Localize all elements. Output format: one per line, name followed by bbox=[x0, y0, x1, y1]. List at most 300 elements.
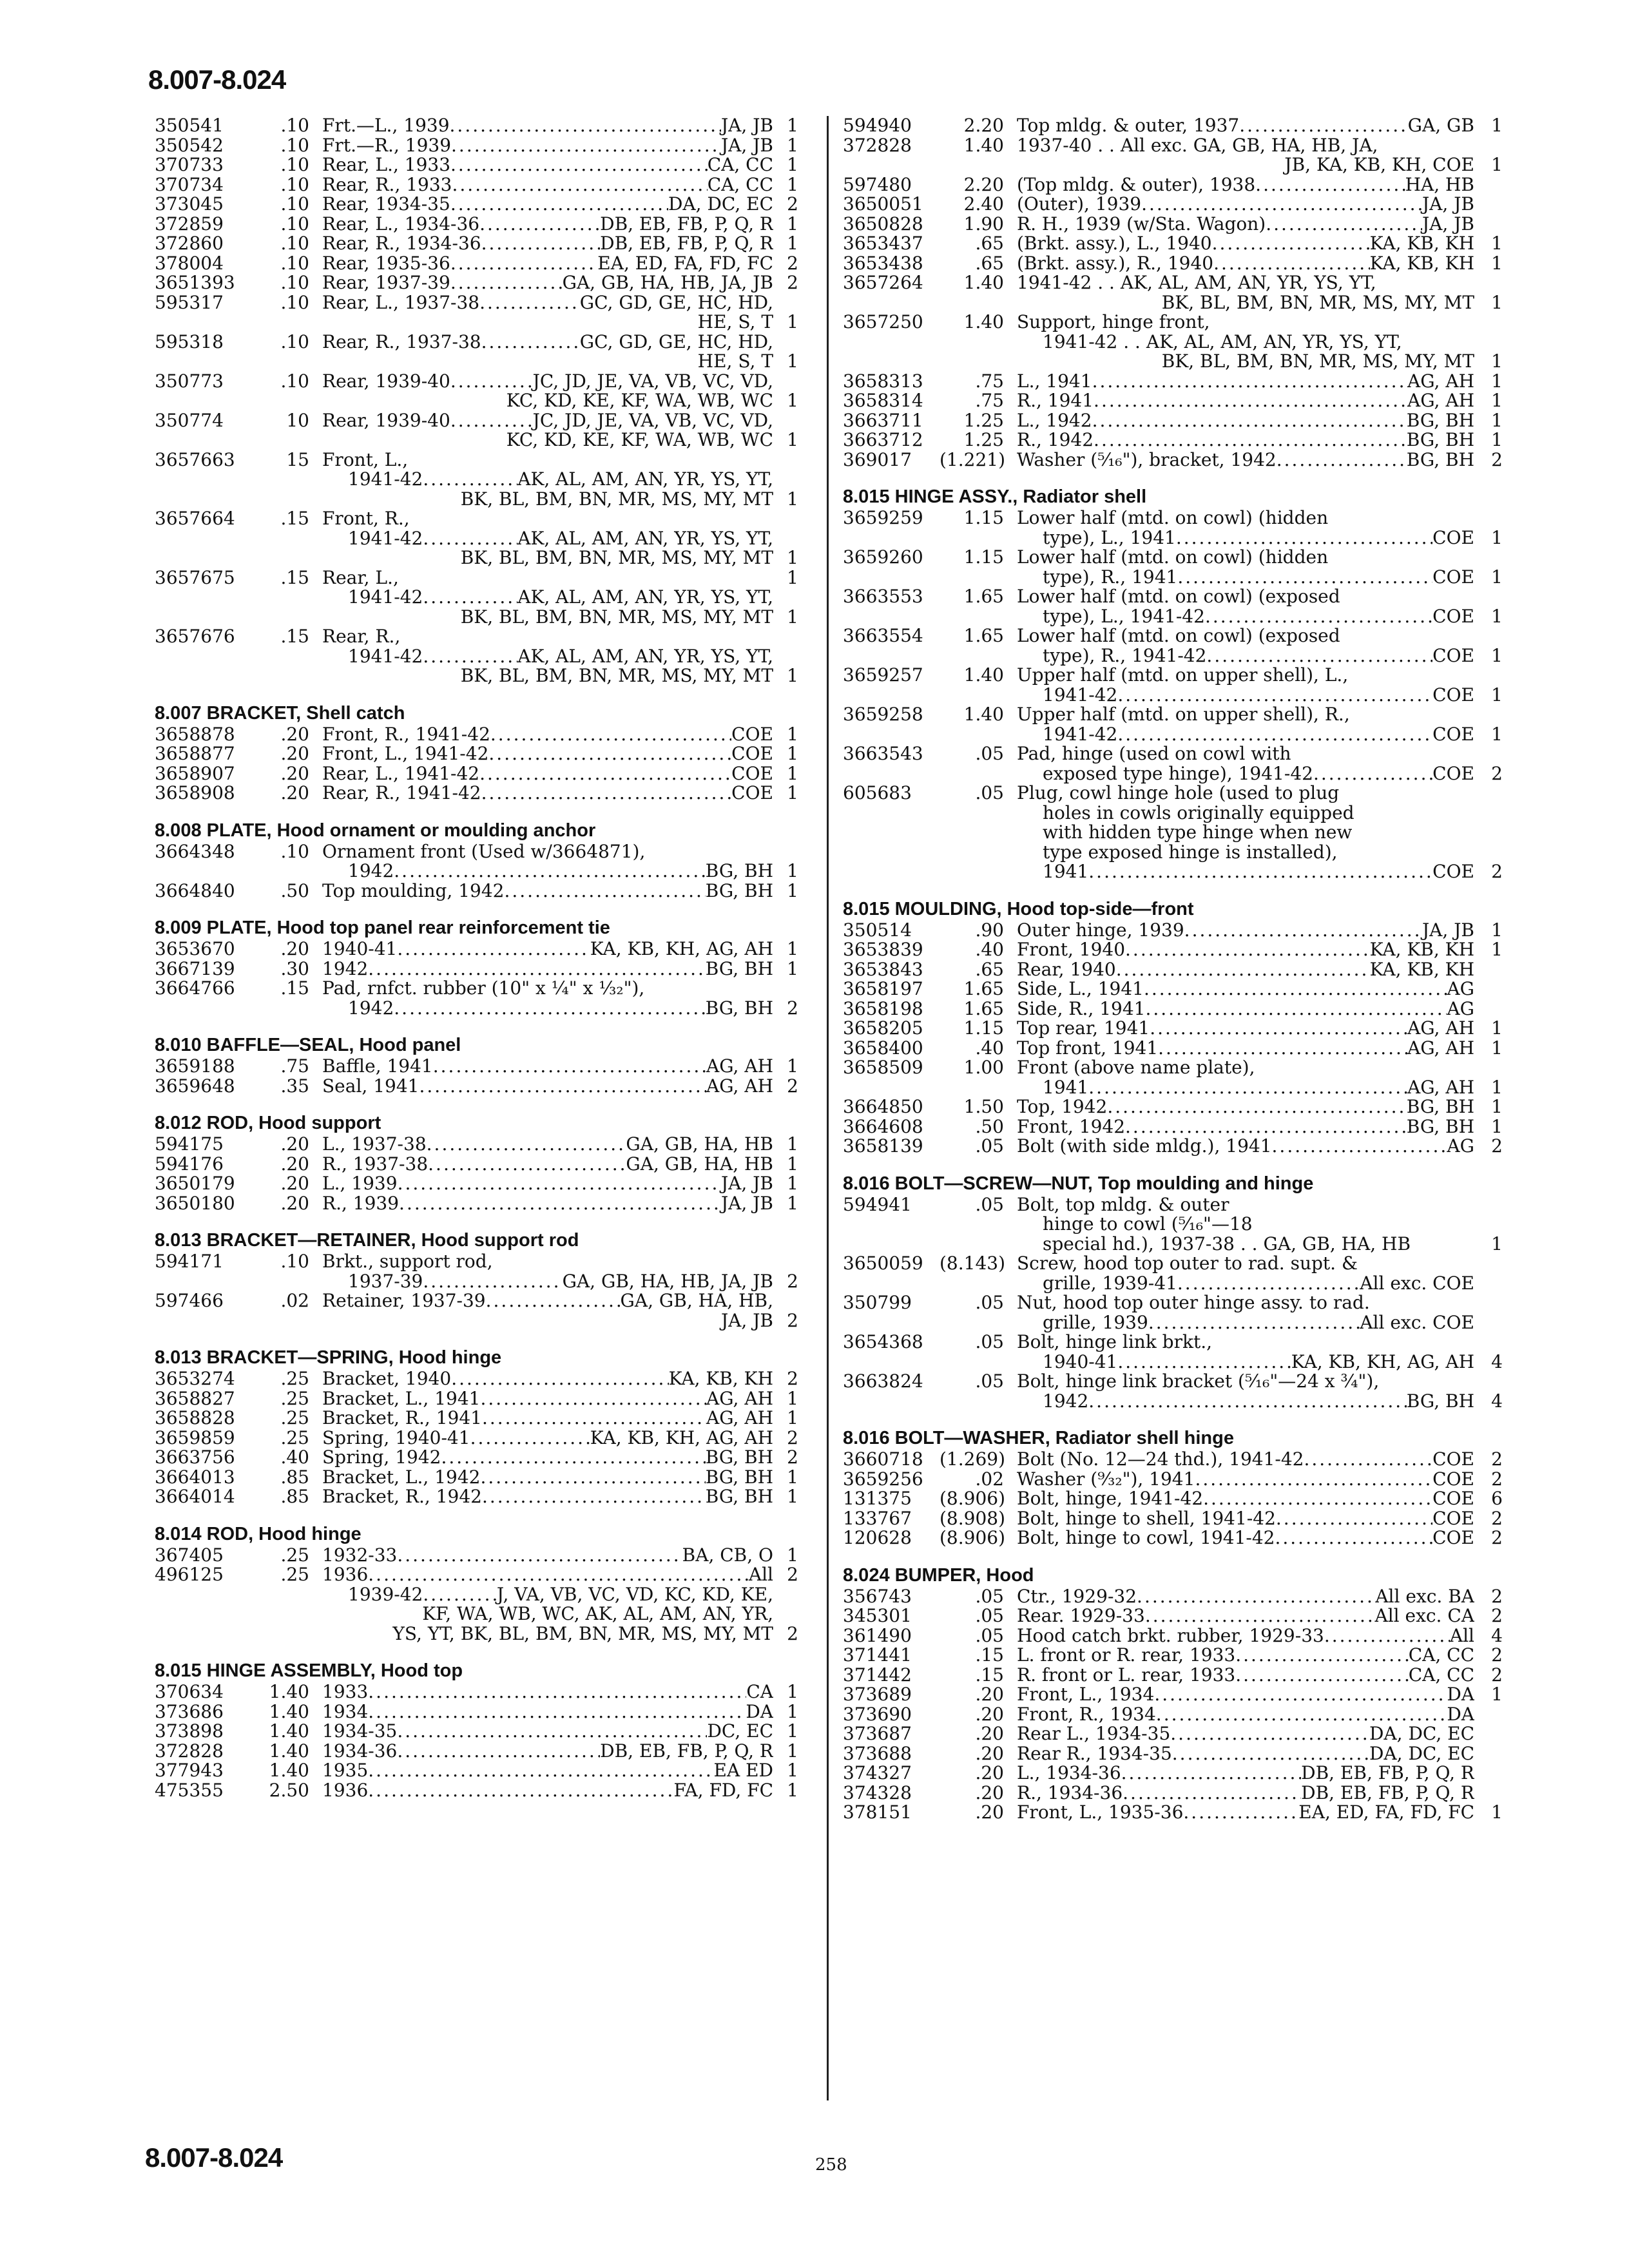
dot-leader bbox=[482, 1408, 706, 1428]
quantity bbox=[773, 450, 812, 470]
description-text: Washer (⁹⁄₃₂"), 1941 bbox=[1017, 1469, 1195, 1489]
price: 1.15 bbox=[963, 507, 1004, 528]
quantity: 1 bbox=[787, 213, 798, 235]
parts-row bbox=[843, 1372, 1519, 1392]
quantity bbox=[773, 411, 812, 431]
price bbox=[940, 1392, 1017, 1412]
price: 10 bbox=[286, 409, 309, 431]
part-description bbox=[1017, 1332, 1474, 1352]
price: .25 bbox=[280, 1564, 309, 1585]
quantity: 1 bbox=[787, 154, 798, 175]
quantity: 6 bbox=[1491, 1488, 1503, 1509]
parts-row bbox=[155, 234, 812, 254]
part-number: 3663824 bbox=[843, 1370, 923, 1392]
quantity: 1 bbox=[787, 1466, 798, 1488]
part-number: 3664348 bbox=[155, 840, 235, 862]
price: (8.143) bbox=[940, 1253, 1006, 1274]
part-number: 3657264 bbox=[843, 272, 923, 293]
quantity bbox=[773, 1604, 812, 1624]
price bbox=[245, 312, 322, 332]
parts-row bbox=[155, 1781, 812, 1801]
dot-leader bbox=[1137, 1587, 1375, 1607]
part-description bbox=[322, 1722, 773, 1742]
price bbox=[245, 588, 322, 608]
dot-leader bbox=[423, 1272, 562, 1292]
quantity: 2 bbox=[787, 193, 798, 215]
dot-leader bbox=[1088, 1078, 1407, 1098]
dot-leader bbox=[1094, 391, 1407, 411]
price: .40 bbox=[975, 939, 1004, 960]
description-text: Front, L., bbox=[322, 450, 409, 470]
model-codes: DA, DC, EC bbox=[668, 195, 773, 215]
part-description bbox=[322, 1369, 773, 1389]
quantity: 1 bbox=[1491, 154, 1503, 175]
price: .02 bbox=[280, 1290, 309, 1311]
price: .25 bbox=[280, 1368, 309, 1389]
quantity bbox=[773, 332, 812, 352]
part-description bbox=[1017, 587, 1474, 607]
part-description bbox=[322, 372, 773, 392]
parts-row-continuation bbox=[155, 666, 812, 686]
model-codes: KA, KB, KH bbox=[668, 1369, 773, 1389]
price: 1.65 bbox=[963, 625, 1004, 646]
quantity: 1 bbox=[787, 233, 798, 254]
description-text: Seal, 1941 bbox=[322, 1076, 419, 1096]
parts-row bbox=[155, 215, 812, 235]
part-description bbox=[322, 470, 773, 490]
parts-row bbox=[155, 1742, 812, 1762]
part-description bbox=[1017, 1039, 1474, 1059]
quantity bbox=[1474, 1705, 1519, 1725]
page-footer-range: 8.007-8.024 bbox=[145, 2142, 283, 2173]
model-codes: FA, FD, FC bbox=[673, 1780, 773, 1800]
model-codes: AK, AL, AM, AN, YR, YS, YT, bbox=[517, 588, 773, 608]
part-number bbox=[155, 391, 245, 411]
part-number bbox=[843, 568, 940, 588]
part-description bbox=[322, 1448, 773, 1468]
quantity: 1 bbox=[1491, 1017, 1503, 1039]
part-description bbox=[1017, 1078, 1474, 1098]
part-number: 3659260 bbox=[843, 546, 923, 568]
price: .75 bbox=[975, 370, 1004, 392]
part-description bbox=[322, 979, 773, 999]
quantity: 1 bbox=[1491, 1115, 1503, 1137]
model-codes: GC, GD, GE, HC, HD, bbox=[579, 332, 773, 352]
part-description bbox=[1017, 332, 1474, 352]
part-description bbox=[322, 293, 773, 313]
quantity bbox=[1474, 783, 1519, 803]
part-description bbox=[1017, 548, 1474, 568]
model-codes: All exc. BA bbox=[1375, 1586, 1474, 1606]
parts-row bbox=[155, 155, 812, 175]
price: 1.40 bbox=[269, 1760, 309, 1781]
dot-leader bbox=[504, 881, 705, 901]
quantity: 2 bbox=[787, 1564, 798, 1585]
parts-row bbox=[843, 1039, 1519, 1059]
price bbox=[245, 490, 322, 510]
quantity: 1 bbox=[787, 134, 798, 156]
parts-row-continuation bbox=[155, 608, 812, 628]
parts-row-continuation bbox=[155, 352, 812, 372]
part-description bbox=[322, 234, 773, 254]
part-number bbox=[843, 862, 940, 882]
part-description bbox=[1017, 744, 1474, 764]
part-number bbox=[155, 588, 245, 608]
model-codes: BG, BH bbox=[705, 1487, 773, 1507]
part-description bbox=[322, 254, 773, 274]
description-text: Rear, 1935-36 bbox=[322, 253, 450, 273]
quantity: 1 bbox=[787, 429, 798, 450]
description-text: L., 1942 bbox=[1017, 410, 1092, 430]
model-codes: KC, KD, KE, KF, WA, WB, WC bbox=[506, 430, 773, 450]
quantity: 1 bbox=[1491, 115, 1503, 136]
description-text: (Brkt. assy.), L., 1940 bbox=[1017, 234, 1212, 254]
quantity bbox=[773, 979, 812, 999]
parts-row bbox=[155, 1448, 812, 1468]
quantity: 1 bbox=[1491, 233, 1503, 254]
part-description bbox=[322, 1155, 773, 1175]
part-description bbox=[1017, 195, 1474, 215]
description-text: Bolt, hinge, 1941-42 bbox=[1017, 1489, 1204, 1509]
model-codes: AG, AH bbox=[1407, 1077, 1474, 1097]
model-codes: DA bbox=[1447, 1685, 1474, 1705]
quantity: 2 bbox=[787, 1075, 798, 1097]
price: .10 bbox=[280, 272, 309, 293]
part-description bbox=[322, 1682, 773, 1702]
parts-row-continuation bbox=[843, 725, 1519, 745]
quantity: 1 bbox=[787, 957, 798, 979]
part-description bbox=[1017, 411, 1474, 431]
part-description bbox=[322, 1077, 773, 1097]
model-codes: BG, BH bbox=[705, 1467, 773, 1487]
parts-row bbox=[843, 175, 1519, 195]
parts-row bbox=[843, 705, 1519, 725]
part-description bbox=[1017, 646, 1474, 666]
price: .10 bbox=[280, 154, 309, 175]
part-number: 3663543 bbox=[843, 743, 923, 764]
price bbox=[940, 1235, 1017, 1254]
model-codes: COE bbox=[1432, 646, 1474, 666]
model-codes: KF, WA, WB, WC, AK, AL, AM, AN, YR, bbox=[422, 1604, 773, 1624]
description-text: (Outer), 1939 bbox=[1017, 195, 1142, 215]
price: 2.40 bbox=[963, 193, 1004, 215]
model-codes: COE bbox=[1432, 1469, 1474, 1489]
quantity: 1 bbox=[787, 1192, 798, 1214]
quantity bbox=[773, 647, 812, 667]
part-description bbox=[322, 136, 773, 156]
part-description bbox=[322, 1624, 773, 1644]
quantity bbox=[1474, 273, 1519, 293]
description-text: exposed type hinge), 1941-42 bbox=[1043, 764, 1313, 783]
part-description bbox=[322, 116, 773, 136]
dot-leader bbox=[394, 861, 705, 881]
price bbox=[245, 352, 322, 372]
description-text: Front, L., 1935-36 bbox=[1017, 1803, 1184, 1823]
parts-row bbox=[843, 215, 1519, 235]
part-description bbox=[322, 744, 773, 764]
dot-leader bbox=[488, 744, 731, 764]
quantity: 1 bbox=[787, 115, 798, 136]
price: .20 bbox=[280, 743, 309, 764]
part-description bbox=[1017, 312, 1474, 332]
part-description bbox=[1017, 1450, 1474, 1470]
description-text: Rear. 1929-33 bbox=[1017, 1606, 1145, 1626]
part-number: 597466 bbox=[155, 1290, 224, 1311]
part-description bbox=[1017, 686, 1474, 706]
price: .20 bbox=[975, 1723, 1004, 1744]
part-number bbox=[155, 999, 245, 1019]
part-description bbox=[322, 1781, 773, 1801]
dot-leader bbox=[423, 588, 517, 608]
part-description bbox=[1017, 1274, 1474, 1294]
description-text: hinge to cowl (⁵⁄₁₆"—18 bbox=[1043, 1215, 1253, 1235]
dot-leader bbox=[399, 1194, 721, 1214]
part-number: 3658877 bbox=[155, 743, 235, 764]
price: 2.50 bbox=[269, 1779, 309, 1801]
quantity: 1 bbox=[1491, 409, 1503, 431]
parts-row bbox=[155, 293, 812, 313]
part-number: 371441 bbox=[843, 1644, 912, 1666]
section-heading: 8.008 PLATE, Hood ornament or moulding anchor bbox=[155, 820, 596, 841]
parts-row bbox=[843, 195, 1519, 215]
quantity: 2 bbox=[1491, 1605, 1503, 1626]
part-number: 3664850 bbox=[843, 1096, 923, 1117]
part-description bbox=[322, 666, 773, 686]
dot-leader bbox=[1184, 921, 1422, 941]
part-description bbox=[322, 1546, 773, 1566]
quantity: 1 bbox=[787, 547, 798, 568]
parts-row bbox=[843, 1117, 1519, 1137]
quantity: 1 bbox=[787, 879, 798, 901]
description-text: Bracket, L., 1942 bbox=[322, 1467, 481, 1487]
part-number: 373687 bbox=[843, 1723, 912, 1744]
dot-leader bbox=[450, 411, 533, 431]
description-text: Rear, L., 1937-38 bbox=[322, 293, 480, 312]
part-number: 3653670 bbox=[155, 938, 235, 959]
part-number: 371442 bbox=[843, 1664, 912, 1686]
price bbox=[940, 607, 1017, 627]
quantity: 1 bbox=[787, 1779, 798, 1801]
dot-leader bbox=[397, 939, 590, 959]
quantity bbox=[1474, 705, 1519, 725]
part-description bbox=[322, 490, 773, 510]
parts-row bbox=[843, 1783, 1519, 1803]
description-text: type), L., 1941-42 bbox=[1043, 606, 1205, 626]
price: .05 bbox=[975, 1135, 1004, 1157]
quantity: 2 bbox=[1491, 1644, 1503, 1666]
description-text: type), L., 1941 bbox=[1043, 528, 1176, 548]
description-text: Washer (⁵⁄₁₆"), bracket, 1942 bbox=[1017, 450, 1277, 470]
price bbox=[940, 1274, 1017, 1294]
description-text: 1941-42 . . AK, AL, AM, AN, YR, YS, YT, bbox=[1017, 273, 1376, 293]
model-codes: KC, KD, KE, KF, WA, WB, WC bbox=[506, 391, 773, 411]
description-text: 1940-41 bbox=[322, 939, 398, 959]
model-codes: BK, BL, BM, BN, MR, MS, MY, MT bbox=[460, 607, 773, 627]
dot-leader bbox=[1172, 1744, 1369, 1764]
part-number bbox=[155, 470, 245, 490]
price: 2.20 bbox=[963, 173, 1004, 195]
price: .10 bbox=[280, 213, 309, 235]
part-number: 3654368 bbox=[843, 1331, 923, 1352]
model-codes: J, VA, VB, VC, VD, KC, KD, KE, bbox=[496, 1584, 773, 1604]
description-text: Frt.—L., 1939 bbox=[322, 116, 450, 136]
part-description bbox=[322, 450, 773, 470]
description-text: Bolt, top mldg. & outer bbox=[1017, 1195, 1229, 1215]
quantity bbox=[1474, 1332, 1519, 1352]
dot-leader bbox=[1239, 116, 1407, 136]
parts-row-continuation bbox=[843, 568, 1519, 588]
part-number: 3658907 bbox=[155, 762, 235, 784]
part-number bbox=[843, 607, 940, 627]
part-description bbox=[322, 764, 773, 784]
part-number bbox=[843, 686, 940, 706]
price: .10 bbox=[280, 840, 309, 862]
section-heading: 8.012 ROD, Hood support bbox=[155, 1113, 381, 1133]
dot-leader bbox=[1203, 1489, 1432, 1509]
dot-leader bbox=[1205, 607, 1432, 627]
section-heading: 8.015 HINGE ASSEMBLY, Hood top bbox=[155, 1660, 463, 1681]
parts-row bbox=[843, 1705, 1519, 1725]
price bbox=[245, 861, 322, 881]
description-text: type exposed hinge is installed), bbox=[1043, 842, 1338, 862]
parts-row bbox=[155, 1487, 812, 1507]
part-description bbox=[322, 939, 773, 959]
quantity: 2 bbox=[787, 1270, 798, 1292]
model-codes: JA, JB bbox=[720, 116, 773, 136]
dot-leader bbox=[1094, 430, 1407, 450]
model-codes: HA, HB bbox=[1405, 175, 1474, 195]
dot-leader bbox=[1117, 725, 1432, 745]
quantity bbox=[1474, 175, 1519, 195]
model-codes: BG, BH bbox=[1406, 450, 1474, 470]
parts-row bbox=[843, 1332, 1519, 1352]
quantity: 1 bbox=[787, 1407, 798, 1428]
description-text: Ctr., 1929-32 bbox=[1017, 1586, 1137, 1606]
quantity: 2 bbox=[787, 1309, 798, 1331]
model-codes: JA, JB bbox=[1422, 195, 1474, 215]
quantity bbox=[1474, 1783, 1519, 1803]
part-number: 3658400 bbox=[843, 1037, 923, 1059]
part-description bbox=[1017, 450, 1474, 470]
parts-row-continuation bbox=[155, 647, 812, 667]
model-codes: DA, DC, EC bbox=[1369, 1724, 1474, 1744]
part-number bbox=[155, 548, 245, 568]
price: (8.906) bbox=[940, 1527, 1006, 1548]
dot-leader bbox=[1212, 234, 1370, 254]
part-number bbox=[155, 529, 245, 549]
description-text: Front, L., 1941-42 bbox=[322, 744, 489, 764]
model-codes: COE bbox=[731, 724, 773, 744]
dot-leader bbox=[481, 234, 601, 254]
part-description bbox=[1017, 725, 1474, 745]
part-number bbox=[843, 1392, 940, 1412]
part-number bbox=[155, 430, 245, 450]
dot-leader bbox=[1156, 1705, 1447, 1725]
price: .25 bbox=[280, 1544, 309, 1566]
dot-leader bbox=[479, 293, 580, 313]
parts-row bbox=[843, 450, 1519, 470]
part-description bbox=[1017, 1019, 1474, 1039]
quantity: 1 bbox=[1491, 1096, 1503, 1117]
model-codes: EA, ED, FA, FD, FC bbox=[1298, 1803, 1474, 1823]
part-number: 350541 bbox=[155, 115, 224, 136]
description-text: Rear, 1939-40 bbox=[322, 410, 450, 430]
description-text: Rear L., 1934-35 bbox=[1017, 1724, 1171, 1744]
price: .05 bbox=[975, 1585, 1004, 1607]
parts-row bbox=[843, 960, 1519, 980]
part-description bbox=[322, 1194, 773, 1214]
section-heading: 8.014 ROD, Hood hinge bbox=[155, 1523, 361, 1544]
parts-row-continuation bbox=[155, 529, 812, 549]
part-number: 350774 bbox=[155, 409, 224, 431]
description-text: L. front or R. rear, 1933 bbox=[1017, 1646, 1236, 1666]
model-codes: All exc. CA bbox=[1374, 1606, 1474, 1626]
quantity bbox=[1474, 1372, 1519, 1392]
quantity: 1 bbox=[1491, 1037, 1503, 1059]
description-text: 1941-42 bbox=[348, 470, 423, 490]
model-codes: COE bbox=[1432, 1528, 1474, 1548]
model-codes: BG, BH bbox=[1406, 1391, 1474, 1411]
parts-row bbox=[155, 744, 812, 764]
price: .65 bbox=[975, 958, 1004, 980]
description-text: L., 1934-36 bbox=[1017, 1763, 1121, 1783]
part-number: 378004 bbox=[155, 252, 224, 274]
price: .50 bbox=[975, 1115, 1004, 1137]
description-text: Outer hinge, 1939 bbox=[1017, 920, 1184, 940]
parts-row bbox=[155, 1252, 812, 1272]
quantity: 1 bbox=[787, 782, 798, 803]
part-description bbox=[1017, 568, 1474, 588]
description-text: Front, 1942 bbox=[1017, 1117, 1126, 1137]
description-text: Retainer, 1937-39 bbox=[322, 1291, 486, 1311]
price: 1.65 bbox=[963, 997, 1004, 1019]
price: 1.40 bbox=[963, 134, 1004, 156]
price bbox=[940, 1078, 1017, 1098]
quantity: 2 bbox=[787, 1622, 798, 1644]
price: .20 bbox=[280, 1153, 309, 1175]
parts-row bbox=[843, 1509, 1519, 1529]
parts-row-continuation bbox=[155, 1311, 812, 1331]
part-description bbox=[322, 155, 773, 175]
model-codes: JA, JB bbox=[720, 1193, 773, 1213]
model-codes: BG, BH bbox=[1406, 1097, 1474, 1117]
quantity bbox=[773, 529, 812, 549]
quantity: 1 bbox=[787, 1740, 798, 1762]
part-number: 356743 bbox=[843, 1585, 912, 1607]
part-number: 594175 bbox=[155, 1133, 224, 1155]
part-number: 3663711 bbox=[843, 409, 923, 431]
dot-leader bbox=[368, 1565, 749, 1585]
parts-row bbox=[843, 116, 1519, 136]
part-number: 3664014 bbox=[155, 1486, 235, 1507]
price bbox=[245, 999, 322, 1019]
description-text: 1935 bbox=[322, 1761, 369, 1781]
quantity bbox=[1474, 666, 1519, 686]
quantity: 1 bbox=[787, 488, 798, 510]
parts-row-continuation bbox=[843, 1392, 1519, 1412]
part-number: 361490 bbox=[843, 1624, 912, 1646]
parts-row bbox=[843, 1666, 1519, 1686]
section-heading: 8.015 MOULDING, Hood top-side—front bbox=[843, 898, 1194, 919]
part-number: 373898 bbox=[155, 1720, 224, 1742]
parts-row bbox=[843, 508, 1519, 528]
model-codes: COE bbox=[1432, 862, 1474, 882]
part-number: 3659648 bbox=[155, 1075, 235, 1097]
parts-row bbox=[843, 1744, 1519, 1764]
parts-row bbox=[155, 1428, 812, 1448]
description-text: Support, hinge front, bbox=[1017, 312, 1210, 332]
part-number: 3658878 bbox=[155, 723, 235, 745]
